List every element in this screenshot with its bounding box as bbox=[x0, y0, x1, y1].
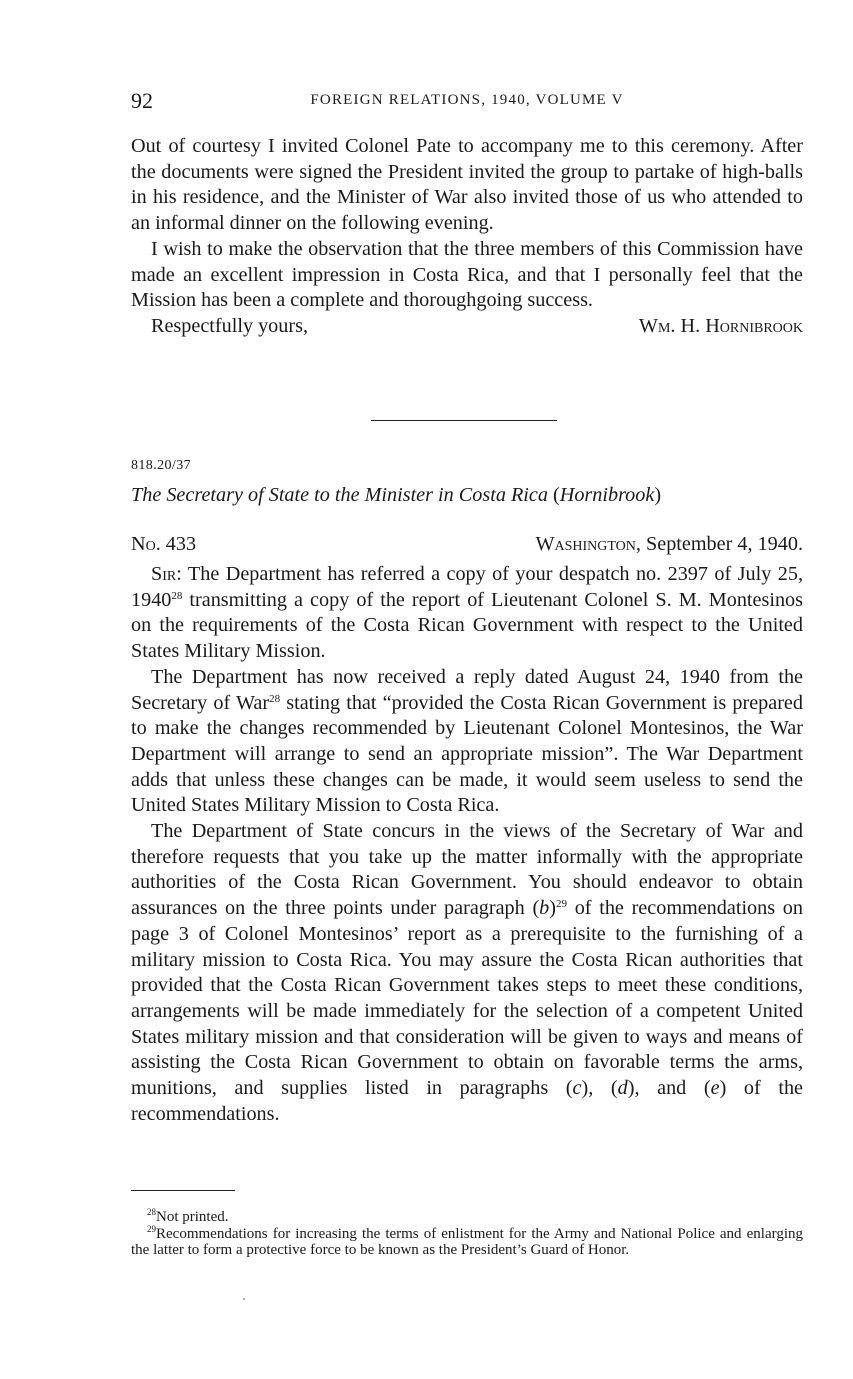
title-recipient-name: Hornibrook bbox=[559, 484, 655, 506]
print-speck bbox=[243, 1298, 245, 1300]
despatch-number: No. 433 bbox=[131, 533, 197, 555]
signature: Wm. H. Hornibrook bbox=[638, 314, 803, 337]
footnote-ref-29: 29 bbox=[556, 898, 567, 911]
document-title bbox=[131, 484, 803, 507]
footnote-mark: 29 bbox=[147, 1223, 156, 1234]
footnote-ref-28: 28 bbox=[269, 692, 281, 705]
footnote-divider bbox=[131, 1190, 235, 1191]
body-paragraph-3-end: ) of the recommendations. bbox=[131, 1077, 803, 1125]
body-paragraph-2-text-a: The Department has now received a reply dated August 24, 1940 from the Secretary of War bbox=[131, 665, 803, 714]
file-number: 818.20/37 bbox=[131, 458, 191, 473]
body-paragraph-3-text-a: The Department of State concurs in the views of the Secretary of War and therefore requests that you take up the matter informally with the appropriate authorities of the Costa Rican Government. You should endeavor to obtain assurances on the three points under paragraph ( bbox=[131, 820, 803, 920]
footnote-text: Not printed. bbox=[156, 1209, 229, 1225]
paragraph-letter-d: d bbox=[617, 1077, 628, 1100]
place: Washington bbox=[535, 533, 636, 555]
page-number: 92 bbox=[131, 88, 153, 113]
closing-row bbox=[131, 314, 803, 340]
body-paragraph-2-text-b: stating that “provided the Costa Rican Government is prepared to make the changes recommended by Lieutenant Colonel Montesinos, the War Department will arrange to send an appropriate mission”. The War Department adds that unless these changes can be made, it would seem useless to send the United States Military Mission to Costa Rica. bbox=[131, 691, 803, 817]
body-paragraph-3-text-c: of the recommendations on page 3 of Colonel Montesinos’ report as a prerequisite to the furnishing of a military mission to Costa Rica. You may assure the Costa Rican authorities that provided that the Costa Rican Government takes steps to meet these conditions, arrangements will be made immediately for the selection of a competent United States military mission and that consideration will be given to ways and means of assisting the Costa Rican Government to obtain on favorable terms the arms, munitions, and supplies listed in paragraphs ( bbox=[131, 897, 803, 1100]
letter-body bbox=[131, 562, 803, 1127]
paragraph-letter-e: e bbox=[710, 1077, 720, 1100]
prior-letter-paragraph-2: I wish to make the observation that the three members of this Commission have made an excellent impression in Costa Rica, and that I personally feel that the Mission has been a complete and thoroughgoing success. bbox=[131, 237, 803, 312]
footnotes bbox=[131, 1209, 803, 1259]
separator: ), ( bbox=[581, 1077, 618, 1100]
body-paragraph-2 bbox=[131, 665, 803, 819]
footnote-29 bbox=[131, 1223, 803, 1259]
title-paren-open: ( bbox=[553, 484, 560, 506]
paragraph-letter-c: c bbox=[572, 1077, 582, 1100]
document-title-main: The Secretary of State to the Minister in Costa Rica bbox=[131, 484, 554, 506]
dateline bbox=[131, 533, 803, 559]
footnote-28 bbox=[131, 1209, 803, 1226]
body-paragraph-1 bbox=[131, 562, 803, 665]
date: , September 4, 1940. bbox=[635, 533, 803, 555]
section-divider bbox=[371, 420, 557, 421]
salutation: Sir bbox=[151, 563, 177, 585]
paren-close: ) bbox=[549, 897, 556, 920]
prior-letter-paragraph-1: Out of courtesy I invited Colonel Pate to accompany me to this ceremony. After the documents were signed the President invited the group to partake of high-balls in his residence, and the Minister of War also invited those of us who attended to an informal dinner on the following evening. bbox=[131, 135, 803, 235]
footnote-text: Recommendations for increasing the terms of enlistment for the Army and National Police and enlarging the latter to form a protective force to be known as the President’s Guard of Honor. bbox=[131, 1225, 803, 1258]
footnote-mark: 28 bbox=[147, 1207, 156, 1217]
body-paragraph-1-text-b: transmitting a copy of the report of Lieutenant Colonel S. M. Montesinos on the requirements of the Costa Rican Government with respect to the United States Military Mission. bbox=[131, 588, 803, 663]
separator: ), and ( bbox=[627, 1077, 711, 1100]
title-paren-close: ) bbox=[654, 484, 662, 506]
prior-letter-ending bbox=[131, 134, 803, 340]
body-paragraph-1-text-a: : The Department has referred a copy of your despatch no. 2397 of July 25, 1940 bbox=[131, 563, 803, 611]
paragraph-letter-b: b bbox=[539, 897, 550, 920]
footnote-ref-28: 28 bbox=[171, 589, 183, 602]
body-paragraph-3 bbox=[131, 819, 803, 1127]
page-header bbox=[131, 88, 803, 116]
running-head: FOREIGN RELATIONS, 1940, VOLUME V bbox=[310, 92, 624, 108]
complimentary-close: Respectfully yours, bbox=[151, 314, 308, 337]
place-date bbox=[535, 533, 803, 556]
